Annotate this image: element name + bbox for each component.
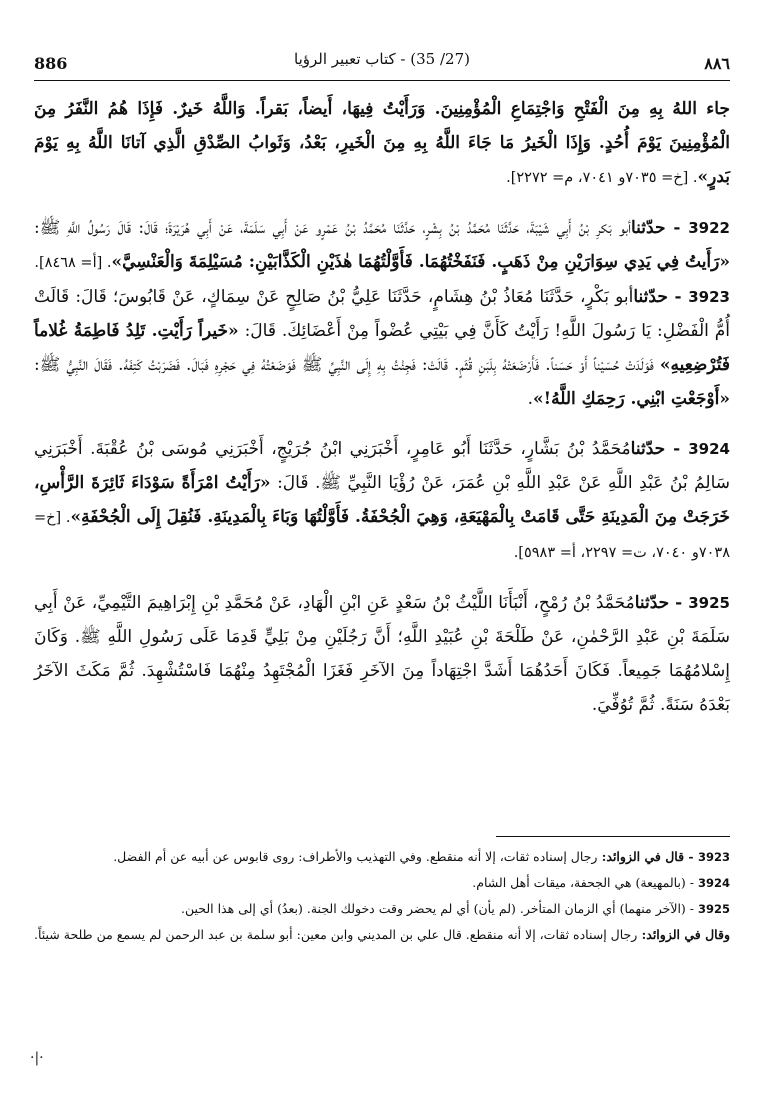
bold-text: جاء اللهُ بِهِ مِنَ الْفَتْحِ وَاجْتِمَاعِ الْمُؤْمِنِينَ. وَرَأَيْتُ فِيهَا، أَيضاً، بَقراً. وَاللَّهُ خَيرٌ. فَإِذَا هُمُ النَّفَرُ مِنَ الْمُؤْمِنِينَ يَوْمَ أُحُدٍ. وَإِذَا الْخَيرُ مَا جَاءَ اللَّهُ بِهِ مِنَ الْخَيرِ، بَعْدُ، وَثَوابُ الصِّدْقِ الَّذِي آتانَا اللَّهُ بِهِ يَوْمَ بَدرٍ» <box>34 99 730 187</box>
page-number-arabic: ٨٨٦ <box>704 54 730 73</box>
bold-text: «خَيراً رَأَيْتِ. تَلِدُ فَاطِمَةُ غُلاماً فَتُرْضِعِيهِ» <box>34 321 730 375</box>
hadith-number: 3925 <box>697 902 730 916</box>
text-segment: مُحَمَّدُ بْنُ رُمْحٍ، أَنْبَأَنَا اللَّيْثُ بْنُ سَعْدٍ عَنِ ابْنِ الْهَادِ، عَنْ مُحَمَّدِ بْنِ إِبْرَاهِيمَ التَّيْمِيِّ، عَنْ أَبِي سَلَمَةَ بْنِ عَبْدِ الرَّحْمٰنِ، عَنْ طَلْحَةَ بْنِ عُبَيْدِ اللَّهِ؛ أَنَّ رَجُلَيْنِ مِنْ بَلِيٍّ قَدِمَا عَلَى رَسُولِ اللَّهِ ﷺ. وَكَانَ إِسْلامُهُمَا جَمِيعاً. فَكَانَ أَحَدُهُمَا أَشَدَّ اجْتِهَاداً مِنَ الآخَرِ فَغَزَا الْمُجْتَهِدُ مِنْهُمَا فَاسْتُشْهِدَ. ثُمَّ مَكَثَ الآخَرُ بَعْدَهُ سَنَةً. ثُمَّ تُوُفِّيَ. <box>34 593 730 715</box>
main-text <box>34 92 730 722</box>
margin-mark: ·|· <box>30 1050 44 1066</box>
bold-text: - حدّثنا <box>634 593 689 613</box>
footnote-3923 <box>34 846 730 868</box>
paragraph-continuation <box>34 92 730 195</box>
hadith-number: 3924 <box>697 876 730 890</box>
bold-text: وقال في الزوائد: <box>637 927 730 942</box>
text-segment: رجال إسناده ثقات، إلا أنه منقطع. قال علي بن المديني وابن معين: أبو سلمة بن عبد الرحمن لم يسمع من طلحة شيئاً. <box>33 927 638 942</box>
bold-text: «رَأَيتُ فِي يَدِي سِوَارَيْنِ مِنْ ذَهَبٍ. فَنَفَخْتُهُمَا. فَأَوَّلْتُهُمَا هٰذَيْنِ الْكَذَّابَيْنِ: مُسَيْلِمَةَ وَالْعَنْسِيَّ» <box>111 252 730 272</box>
hadith-number: 3923 <box>688 288 730 306</box>
text-segment: - (بالمهيعة) هي الجحفة، ميقات أهل الشام. <box>472 875 698 890</box>
hadith-3922 <box>34 211 730 280</box>
footnote-3925 <box>34 898 730 920</box>
hadith-3925 <box>34 586 730 722</box>
hadith-3924 <box>34 432 730 570</box>
text-segment: أبو بَكْرٍ، حَدَّثَنَا مُعَاذُ بْنُ هِشَامٍ، حَدَّثَنَا عَلِيُّ بْنُ صَالِحٍ عَنْ سِمَاكٍ، عَنْ قَابُوسَ؛ قَالَ: قَالَتْ أُمُّ الْفَضْلِ: يَا رَسُولَ اللَّهِ! رَأَيْتُ كَأَنَّ فِي بَيْتِي عُضْواً مِنْ أَعْضَائِكَ. قَالَ: <box>34 287 731 341</box>
text-segment: مُحَمَّدُ بْنُ بَشَّارٍ، حَدَّثَنَا أَبُو عَامِرٍ، أَخْبَرَنِي ابْنُ جُرَيْجٍ، أَخْبَرَنِي مُوسَى بْنُ عُقْبَةَ. أَخْبَرَنِي سَالِمُ بْنُ عَبْدِ اللَّهِ عَنْ عَبْدِ اللَّهِ بْنِ عُمَرَ، عَنْ رُؤْيَا النَّبِيِّ ﷺ. قَالَ: <box>34 439 731 493</box>
page-number-latin: 886 <box>34 54 68 73</box>
hadith-number: 3923 <box>697 850 730 864</box>
text-segment: . <box>527 389 533 409</box>
footnotes <box>34 846 730 950</box>
bold-text: «أَوْجَعْتِ ابْنِي. رَحِمَكِ اللَّهُ!» <box>533 389 730 409</box>
footnote-3925-zawaid <box>34 924 730 946</box>
page-header <box>34 44 730 81</box>
bold-text: - حدّثنا <box>631 218 689 238</box>
text-segment: فَوَلَدَتْ حُسَيْناً أَوْ حَسَناً. فَأَرْضَعَتْهُ بِلَبَنِ قُثَمٍ. قَالَتْ: فَجِئْتُ بِهِ إِلَى النَّبِيِّ ﷺ فَوَضَعْتُهُ فِي حَجْرِهِ فَبَالَ. فَضَرَبْتُ كَتِفَهُ. فَقَالَ النَّبِيُّ ﷺ: <box>34 355 660 375</box>
bold-text: «رَأَيْتُ امْرَأَةً سَوْدَاءَ ثَائِرَةَ الرَّأْسِ، خَرَجَتْ مِنَ الْمَدِينَةِ حَتَّى قَامَتْ بِالْمَهْيَعَةِ، وَهِيَ الْجُحْفَةُ. فَأَوَّلْتُهَا وَبَاءَ بِالْمَدِينَةِ. فَنُقِلَ إِلَى الْجُحْفَةِ» <box>34 473 730 527</box>
text-segment: - (الآخر منهما) أي الزمان المتأخر. (لم يأن) أي لم يحضر وقت دخولك الجنة. (بعدُ) أي إلى هذا الحين. <box>181 901 698 916</box>
hadith-number: 3925 <box>688 594 730 612</box>
footnote-3924 <box>34 872 730 894</box>
footnote-divider <box>496 836 730 837</box>
reference: . [خ= ٧٠٣٨و ٧٠٤٠، ت= ٢٢٩٧، أ= ٥٩٨٣]. <box>34 510 730 561</box>
reference: . [خ= ٧٠٣٥و ٧٠٤١، م= ٢٢٧٢]. <box>506 170 698 186</box>
text-segment: أبو بَكرِ بْنُ أَبِي شَيْبَةَ، حَدَّثَنَا مُحَمَّدُ بْنُ بِشْرٍ، حَدَّثَنَا مُحَمَّدُ بْنُ عَمْرٍو عَنْ أَبِي سَلَمَةَ، عَنْ أَبِي هُرَيْرَةَ؛ قَالَ: قَالَ رَسُولُ اللَّهِ ﷺ: <box>34 218 631 238</box>
bold-text: - حدّثنا <box>630 439 689 459</box>
hadith-3923 <box>34 280 730 416</box>
bold-text: - حدّثنا <box>633 287 689 307</box>
hadith-number: 3924 <box>688 440 730 458</box>
hadith-number: 3922 <box>688 219 730 237</box>
bold-text: - قال في الزوائد: <box>597 849 698 864</box>
text-segment: رجال إسناده ثقات، إلا أنه منقطع. وفي التهذيب والأطراف: روى قابوس عن أبيه عن أم الفضل. <box>113 849 598 864</box>
running-title: (27/ 35) - كتاب تعبير الرؤيا <box>294 50 470 68</box>
reference: . [أ= ٨٤٦٨]. <box>34 255 112 271</box>
